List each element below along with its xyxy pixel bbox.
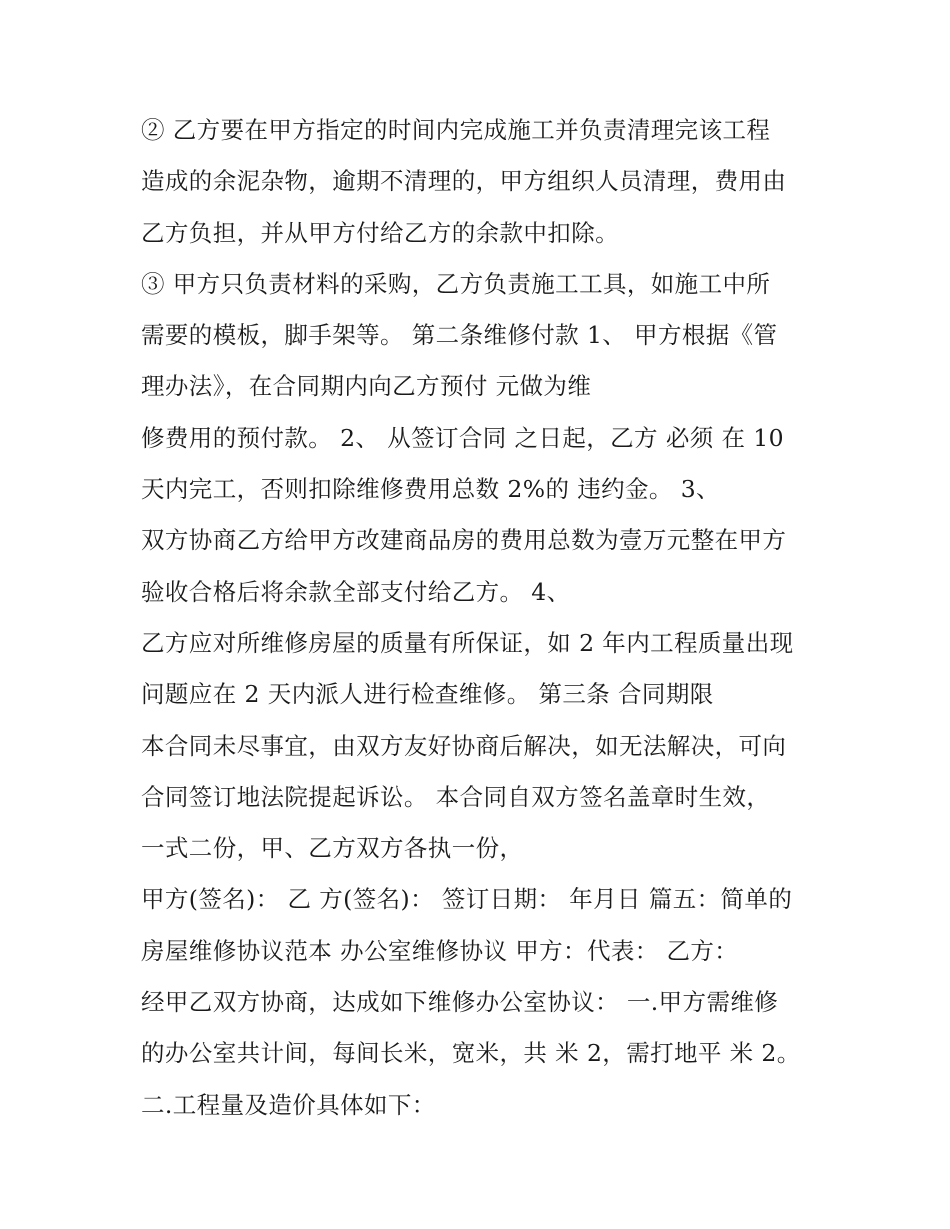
text-line: 一式二份，甲、乙方双方各执一份， xyxy=(141,834,524,863)
text-line: 的办公室共计间，每间长米，宽米，共 米 2，需打地平 米 2。 xyxy=(141,1039,801,1068)
text-line: 合同签订地法院提起诉讼。 本合同自双方签名盖章时生效， xyxy=(141,782,771,811)
text-line: 本合同未尽事宜，由双方友好协商后解决，如无法解决，可向 xyxy=(141,731,787,760)
text-line: 二.工程量及造价具体如下： xyxy=(141,1090,436,1119)
text-line: 房屋维修协议范本 办公室维修协议 甲方：代表： 乙方： xyxy=(141,936,739,965)
text-line: 造成的余泥杂物，逾期不清理的，甲方组织人员清理，费用由 xyxy=(141,167,787,196)
text-line: 乙方应对所维修房屋的质量有所保证，如 2 年内工程质量出现 xyxy=(141,628,794,657)
text-line: 需要的模板，脚手架等。 第二条维修付款 1、 甲方根据《管 xyxy=(141,321,778,350)
text-line: 甲方(签名)： 乙 方(签名)： 签订日期： 年月日 篇五：简单的 xyxy=(141,885,793,914)
text-line: ② 乙方要在甲方指定的时间内完成施工并负责清理完该工程 xyxy=(141,116,771,144)
text-line: 修费用的预付款。 2、 从签订合同 之日起，乙方 必须 在 10 xyxy=(141,423,784,452)
contract-text xyxy=(141,108,831,1134)
text-line: 双方协商乙方给甲方改建商品房的费用总数为壹万元整在甲方 xyxy=(141,526,787,555)
text-line: ③ 甲方只负责材料的采购，乙方负责施工工具，如施工中所 xyxy=(141,269,771,298)
text-line: 经甲乙双方协商，达成如下维修办公室协议： 一.甲方需维修 xyxy=(141,988,779,1017)
text-line: 天内完工，否则扣除维修费用总数 2%的 违约金。 3、 xyxy=(141,475,720,504)
text-line: 乙方负担，并从甲方付给乙方的余款中扣除。 xyxy=(141,218,619,247)
text-line: 理办法》，在合同期内向乙方预付 元做为维 xyxy=(141,372,592,401)
text-line: 问题应在 2 天内派人进行检查维修。 第三条 合同期限 xyxy=(141,680,714,709)
text-line: 验收合格后将余款全部支付给乙方。 4、 xyxy=(141,577,571,606)
